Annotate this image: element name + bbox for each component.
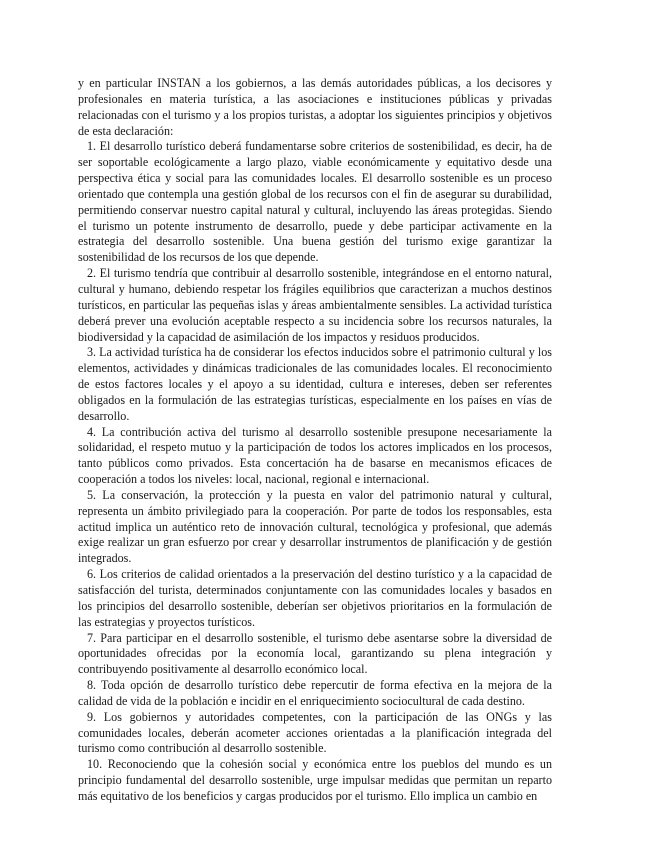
document-page bbox=[78, 76, 552, 805]
principle-1: 1. El desarrollo turístico deberá fundamentarse sobre criterios de sostenibilidad, es decir, ha de ser soportable ecológicamente a largo plazo, viable económicamente y equitativo desde una perspectiva ética y social para las comunidades locales. El desarrollo sostenible es un proceso orientado que contempla una gestión global de los recursos con el fin de asegurar su durabilidad, permitiendo conservar nuestro capital natural y cultural, incluyendo las áreas protegidas. Siendo el turismo un potente instrumento de desarrollo, puede y debe participar activamente en la estrategia del desarrollo sostenible. Una buena gestión del turismo exige garantizar la sostenibilidad de los recursos de los que depende. bbox=[78, 139, 552, 265]
principle-7: 7. Para participar en el desarrollo sostenible, el turismo debe asentarse sobre la diversidad de oportunidades ofrecidas por la economía local, garantizando su plena integración y contribuyendo positivamente al desarrollo económico local. bbox=[78, 630, 552, 677]
principle-9: 9. Los gobiernos y autoridades competentes, con la participación de las ONGs y las comunidades locales, deberán acometer acciones orientadas a la planificación integrada del turismo como contribución al desarrollo sostenible. bbox=[78, 709, 552, 756]
principle-8: 8. Toda opción de desarrollo turístico debe repercutir de forma efectiva en la mejora de la calidad de vida de la población e incidir en el enriquecimiento sociocultural de cada destino. bbox=[78, 678, 552, 708]
principle-6: 6. Los criterios de calidad orientados a la preservación del destino turístico y a la capacidad de satisfacción del turista, determinados conjuntamente con las comunidades locales y basados en los principios del desarrollo sostenible, deberían ser objetivos prioritarios en la formulación de las estrategias y proyectos turísticos. bbox=[78, 567, 552, 629]
principle-2: 2. El turismo tendría que contribuir al desarrollo sostenible, integrándose en el entorno natural, cultural y humano, debiendo respetar los frágiles equilibrios que caracterizan a muchos destinos turísticos, en particular las pequeñas islas y áreas ambientalmente sensibles. La actividad turística deberá prever una evolución aceptable respecto a su incidencia sobre los recursos naturales, la biodiversidad y la capacidad de asimilación de los impactos y residuos producidos. bbox=[78, 266, 552, 344]
intro-paragraph: y en particular INSTAN a los gobiernos, a las demás autoridades públicas, a los decisores y profesionales en materia turística, a las asociaciones e instituciones públicas y privadas relacionadas con el turismo y a los propios turistas, a adoptar los siguientes principios y objetivos de esta declaración: bbox=[78, 76, 552, 138]
principle-5: 5. La conservación, la protección y la puesta en valor del patrimonio natural y cultural, representa un ámbito privilegiado para la cooperación. Por parte de todos los responsables, esta actitud implica un auténtico reto de innovación cultural, tecnológica y profesional, que además exige realizar un gran esfuerzo por crear y desarrollar instrumentos de planificación y de gestión integrados. bbox=[78, 487, 552, 566]
principle-10: 10. Reconociendo que la cohesión social y económica entre los pueblos del mundo es un principio fundamental del desarrollo sostenible, urge impulsar medidas que permitan un reparto más equitativo de los beneficios y cargas producidos por el turismo. Ello implica un cambio en bbox=[78, 757, 552, 803]
principle-3: 3. La actividad turística ha de considerar los efectos inducidos sobre el patrimonio cultural y los elementos, actividades y dinámicas tradicionales de las comunidades locales. El reconocimiento de estos factores locales y el apoyo a su identidad, cultura e intereses, deben ser referentes obligados en la formulación de las estrategias turísticas, especialmente en los países en vías de desarrollo. bbox=[78, 345, 552, 423]
principle-4: 4. La contribución activa del turismo al desarrollo sostenible presupone necesariamente la solidaridad, el respeto mutuo y la participación de todos los actores implicados en los procesos, tanto públicos como privados. Esta concertación ha de basarse en mecanismos eficaces de cooperación a todos los niveles: local, nacional, regional e internacional. bbox=[78, 424, 552, 487]
